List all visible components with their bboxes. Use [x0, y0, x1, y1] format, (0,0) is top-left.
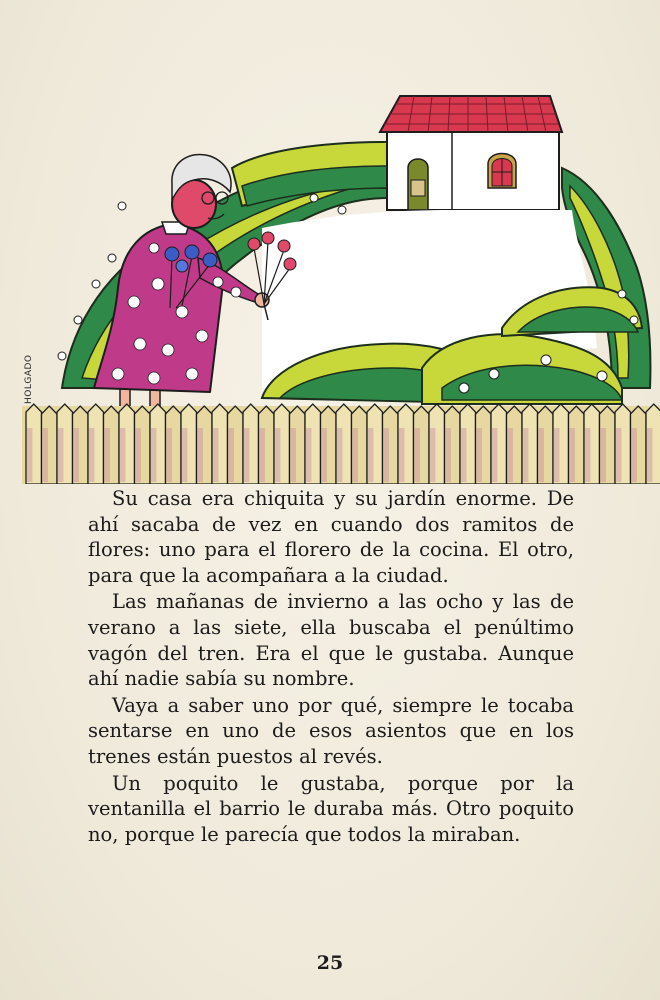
fence-picket-shade — [492, 428, 497, 482]
fence-picket-shade — [136, 428, 141, 482]
fence-picket-shade — [446, 428, 451, 482]
picket-fence — [22, 404, 660, 484]
fence-picket-shade — [27, 428, 32, 482]
fence-picket-shade — [508, 428, 513, 482]
fence-picket-shade — [399, 428, 404, 482]
fence-picket-shade — [198, 428, 203, 482]
fence-picket-shade — [647, 428, 652, 482]
illustration-grandmother-garden — [22, 88, 660, 484]
fence-picket-shade — [275, 428, 280, 482]
fence-picket-shade — [244, 428, 249, 482]
fence-picket-shade — [322, 428, 327, 482]
fence-picket-shade — [58, 428, 63, 482]
story-text — [88, 486, 574, 847]
paragraph-4: Un poquito le gustaba, porque por la ventanilla el barrio le duraba más. Otro poquito no, porque le parecía que todos la miraban. — [88, 771, 574, 846]
fence-picket-shade — [291, 428, 296, 482]
page-number: 25 — [316, 952, 344, 974]
illustrator-signature: HOLGADO — [24, 354, 34, 404]
fence-picket-shade — [554, 428, 559, 482]
fence-picket-shade — [477, 428, 482, 482]
fence-picket-shade — [585, 428, 590, 482]
fence-picket-shade — [461, 428, 466, 482]
fence-picket-shade — [120, 428, 125, 482]
fence-picket-shade — [353, 428, 358, 482]
fence-picket-shade — [74, 428, 79, 482]
fence-picket-shade — [523, 428, 528, 482]
fence-picket-shade — [43, 428, 48, 482]
fence-picket-shade — [213, 428, 218, 482]
fence-picket-shade — [430, 428, 435, 482]
fence-picket-shade — [260, 428, 265, 482]
fence-picket-shade — [384, 428, 389, 482]
fence-picket-shade — [616, 428, 621, 482]
fence-picket-shade — [167, 428, 172, 482]
paragraph-2: Las mañanas de invierno a las ocho y las de verano a las siete, ella buscaba el penúltimo vagón del tren. Era el que le gustaba. Aunque ahí nadie sabía su nombre. — [88, 590, 574, 691]
paragraph-1: Su casa era chiquita y su jardín enorme. De ahí sacaba de vez en cuando dos ramitos de flores: uno para el florero de la cocina. El otro, para que la acompañara a la ciudad. — [88, 487, 574, 587]
fence-picket-shade — [632, 428, 637, 482]
fence-picket-shade — [306, 428, 311, 482]
house — [380, 96, 562, 210]
paragraph-3: Vaya a saber uno por qué, siempre le tocaba sentarse en uno de esos asientos que en los trenes están puestos al revés. — [88, 693, 574, 768]
fence-picket-shade — [105, 428, 110, 482]
fence-picket-shade — [151, 428, 156, 482]
fence-picket-shade — [337, 428, 342, 482]
fence-picket-shade — [229, 428, 234, 482]
fence-picket-shade — [182, 428, 187, 482]
fence-picket-shade — [368, 428, 373, 482]
fence-picket-shade — [539, 428, 544, 482]
fence-picket-shade — [570, 428, 575, 482]
fence-picket-shade — [89, 428, 94, 482]
fence-picket-shade — [601, 428, 606, 482]
fence-picket-shade — [415, 428, 420, 482]
